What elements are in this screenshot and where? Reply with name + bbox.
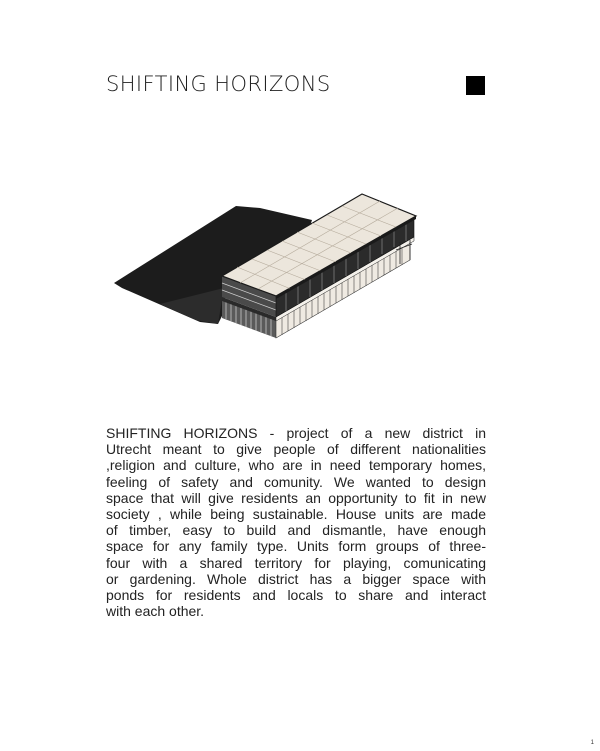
black-square-mark [466,76,485,95]
description-line: society , while being sustainable. House units are made [106,506,486,523]
description-line: ponds for residents and locals to share and interact [106,587,486,604]
page-number: 1 [590,740,594,746]
description-line: Utrecht meant to give people of different nationalities [106,441,486,458]
isometric-building-drawing [100,180,440,365]
description-line: space for any family type. Units form groups of three- [106,538,486,555]
page-title: SHIFTING HORIZONS [106,72,331,96]
description-line: of timber, easy to build and dismantle, have enough [106,522,486,539]
description-line: space that will give residents an opportunity to fit in new [106,489,486,506]
description-line: SHIFTING HORIZONS - project of a new district in [106,425,486,441]
description-line: or gardening. Whole district has a bigger space with [106,570,486,587]
description-line: feeling of safety and comunity. We wanted to design [106,473,486,490]
description-line: ,religion and culture, who are in need temporary homes, [106,457,486,474]
description-line: four with a shared territory for playing, comunicating [106,554,486,571]
description-line: with each other. [106,603,205,620]
project-description [106,425,486,619]
